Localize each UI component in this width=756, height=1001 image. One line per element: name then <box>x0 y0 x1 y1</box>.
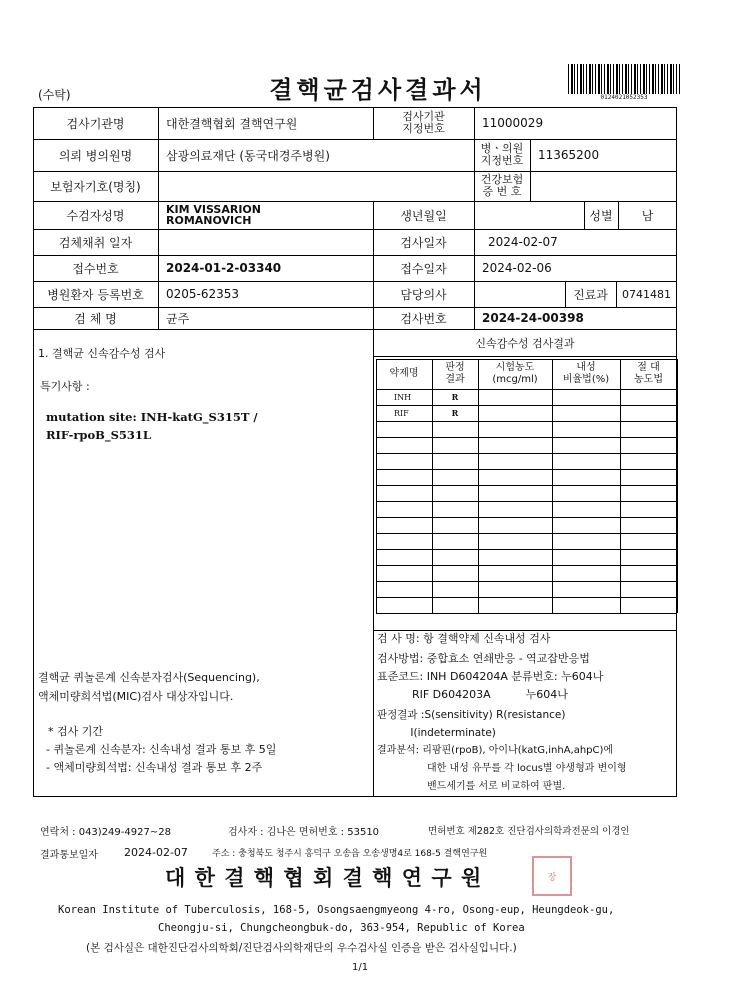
method-line-6: I(indeterminate) <box>377 727 496 739</box>
note-line-1: 결핵균 퀴놀론계 신속분자검사(Sequencing), <box>38 671 260 684</box>
result-grid-line <box>376 533 677 534</box>
patient-no-label: 병원환자 등록번호 <box>47 287 144 302</box>
collect-label: 검체채취 일자 <box>58 235 133 250</box>
official-seal: 장 <box>532 856 572 896</box>
test-date-value: 2024-02-07 <box>488 235 558 249</box>
result-grid-line <box>376 581 677 582</box>
result-grid-line <box>376 597 677 598</box>
examiner: 검사자 : 김나은 면허번호 : 53510 <box>228 827 380 838</box>
result-grid-line <box>478 359 479 613</box>
result-grid-line <box>376 613 677 614</box>
result-header-2: 시험농도 (mcg/ml) <box>492 362 538 385</box>
doctor-label: 담당의사 <box>400 287 447 302</box>
result-grid-line <box>376 453 677 454</box>
method-line-1: 검 사 명: 항 결핵약제 신속내성 검사 <box>377 632 551 645</box>
inst-no-value: 11000029 <box>482 116 544 130</box>
receipt-date-label: 접수일자 <box>400 261 447 276</box>
barcode <box>568 64 680 94</box>
specimen-value: 균주 <box>166 311 190 326</box>
test-no-value: 2024-24-00398 <box>482 311 584 325</box>
result-grid-line <box>376 421 677 422</box>
english-address-line-1: Korean Institute of Tuberculosis, 168-5, Osongsaengmyeong 4-ro, Osong-eup, Heungdeok-gu, <box>58 904 615 916</box>
section-title: 1. 결핵균 신속감수성 검사 <box>38 347 166 360</box>
report-date: 2024-02-07 <box>124 846 188 859</box>
result-cell: R <box>451 408 459 418</box>
report-date-label: 결과통보일자 <box>40 850 98 861</box>
inst-no-label: 검사기관 지정번호 <box>402 110 445 135</box>
period-line-1: - 퀴놀론계 신속분자: 신속내성 결과 통보 후 5일 <box>46 743 277 756</box>
health-no-label: 건강보험 증 번 호 <box>480 173 524 198</box>
result-grid-line <box>677 359 678 613</box>
result-grid-line <box>620 359 621 613</box>
name-value <box>158 201 373 229</box>
test-no-label: 검사번호 <box>400 311 447 326</box>
receipt-date-value: 2024-02-06 <box>482 261 552 275</box>
result-table-title: 신속감수성 검사결과 <box>475 336 575 350</box>
test-date-label: 검사일자 <box>400 235 447 250</box>
name-label: 수검자성명 <box>66 208 125 223</box>
result-cell: R <box>451 392 459 402</box>
result-cell: RIF <box>394 408 409 418</box>
specimen-label: 검 체 명 <box>74 311 117 326</box>
hosp-label: 의뢰 병의원명 <box>58 148 133 163</box>
inst-label: 검사기관명 <box>66 116 125 131</box>
sex-value: 남 <box>641 208 654 223</box>
result-grid-line <box>376 565 677 566</box>
result-header-0: 약제명 <box>389 368 419 379</box>
method-line-4: RIF D604203A 누604나 <box>377 688 568 701</box>
birth-label: 생년월일 <box>400 208 447 223</box>
hosp-no-label: 병ㆍ의원 지정번호 <box>480 142 524 167</box>
result-grid-line <box>376 485 677 486</box>
document-title: 결핵균검사결과서 <box>269 75 487 104</box>
patient-no-value: 0205-62353 <box>166 287 240 301</box>
name-value-line-2: ROMANOVICH <box>166 214 252 227</box>
birth-value <box>474 201 584 229</box>
result-header-3: 내성 비율법(%) <box>562 362 610 385</box>
hosp-no-value: 11365200 <box>538 148 600 162</box>
result-grid-line <box>376 437 677 438</box>
result-grid-line <box>376 501 677 502</box>
dept-value: 0741481 <box>622 287 671 301</box>
address: 주소 : 충청북도 청주시 흥덕구 오송읍 오송생명4로 168-5 결핵연구원 <box>212 849 488 859</box>
insure-value <box>158 171 474 201</box>
name-value-line-1: KIM VISSARION <box>166 203 261 216</box>
result-grid-line <box>376 517 677 518</box>
health-no-value <box>530 171 677 201</box>
doctor-value <box>474 281 565 307</box>
hosp-value: 삼광의료재단 (동국대경주병원) <box>166 148 330 163</box>
period-title: * 검사 기간 <box>48 725 103 738</box>
result-header-4: 절 대 농도법 <box>634 362 663 385</box>
result-grid-line <box>376 469 677 470</box>
method-line-5: 판정결과 :S(sensitivity) R(resistance) <box>377 709 566 721</box>
organization-name: 대 한 결 핵 협 회 결 핵 연 구 원 <box>165 865 483 890</box>
note-line-2: 액체미량희석법(MIC)검사 대상자입니다. <box>38 690 234 703</box>
method-line-9: 밴드세기를 서로 비교하여 판별. <box>427 781 566 792</box>
result-cell: INH <box>394 392 412 402</box>
period-line-2: - 액체미량희석법: 신속내성 결과 통보 후 2주 <box>46 761 263 774</box>
result-title-underline <box>373 356 677 357</box>
inst-value: 대한결핵협회 결핵연구원 <box>166 116 298 131</box>
insure-label: 보험자기호(명칭) <box>50 179 141 194</box>
method-line-7: 결과분석: 리팜핀(rpoB), 아이나(katG,inhA,ahpC)에 <box>377 745 614 756</box>
english-address-line-2: Cheongju-si, Chungcheongbuk-do, 363-954, Republic of Korea <box>158 922 525 934</box>
sex-label: 성별 <box>589 208 613 223</box>
page-number: 1/1 <box>352 962 369 973</box>
receipt-no-value: 2024-01-2-03340 <box>166 261 282 275</box>
receipt-no-label: 접수번호 <box>72 261 119 276</box>
contract-tag: (수탁) <box>38 88 71 102</box>
result-grid-line <box>376 549 677 550</box>
special-label: 특기사항 : <box>40 380 90 393</box>
barcode-number: 0124021052353 <box>600 94 648 101</box>
license: 면허번호 제282호 진단검사의학과전문의 이경인 <box>428 826 630 837</box>
certification-note: (본 검사실은 대한진단검사의학회/진단검사의학재단의 우수검사실 인증을 받은 검사실입니다.) <box>86 942 517 954</box>
method-line-3: 표준코드: INH D604204A 분류번호: 누604나 <box>377 670 604 683</box>
mutation-line-2: RIF-rpoB_S531L <box>46 428 151 442</box>
dept-label: 진료과 <box>573 287 608 302</box>
collect-value <box>158 229 373 255</box>
contact: 연락처 : 043)249-4927~28 <box>40 827 171 838</box>
method-line-2: 검사방법: 중합효소 연쇄반응 - 역교잡반응법 <box>377 652 590 665</box>
method-line-8: 대한 내성 유무를 각 locus별 야생형과 변이형 <box>427 763 627 774</box>
result-header-1: 판정 결과 <box>445 362 465 385</box>
result-grid-line <box>552 359 553 613</box>
mutation-line-1: mutation site: INH-katG_S315T / <box>46 410 258 424</box>
